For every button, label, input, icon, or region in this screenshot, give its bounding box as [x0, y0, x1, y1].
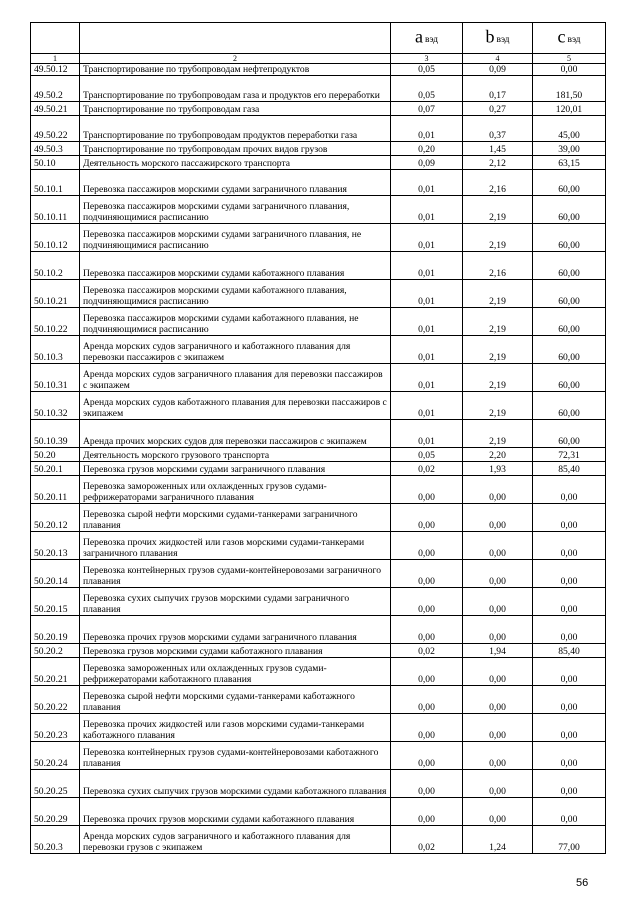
- row-value-a: 0,00: [391, 616, 463, 644]
- row-value-b: 2,19: [463, 224, 533, 252]
- row-code: 49.50.22: [31, 116, 80, 142]
- row-value-b: 0,00: [463, 686, 533, 714]
- row-code: 50.20.21: [31, 658, 80, 686]
- table-row: [31, 770, 606, 798]
- row-value-c: 60,00: [533, 252, 606, 280]
- row-description: Перевозка пассажиров морскими судами каботажного плавания, не подчиняющимися расписанию: [80, 308, 391, 336]
- row-code: 50.10.11: [31, 196, 80, 224]
- row-code: 50.10.31: [31, 364, 80, 392]
- row-value-a: 0,01: [391, 308, 463, 336]
- header-c-subscript: вэд: [567, 34, 581, 45]
- row-value-b: 2,16: [463, 252, 533, 280]
- row-value-c: 60,00: [533, 336, 606, 364]
- row-value-c: 0,00: [533, 532, 606, 560]
- row-code: 50.20.11: [31, 476, 80, 504]
- row-code: 50.20: [31, 448, 80, 462]
- row-value-b: 0,00: [463, 588, 533, 616]
- row-value-a: 0,00: [391, 742, 463, 770]
- column-number: 5: [533, 54, 606, 64]
- row-value-a: 0,09: [391, 156, 463, 170]
- row-code: 50.20.2: [31, 644, 80, 658]
- row-value-c: 0,00: [533, 798, 606, 826]
- row-value-b: 0,00: [463, 742, 533, 770]
- row-code: 50.10.39: [31, 420, 80, 448]
- row-code: 49.50.3: [31, 142, 80, 156]
- column-number: 1: [31, 54, 80, 64]
- row-description: Перевозка пассажиров морскими судами заграничного плавания, подчиняющимися расписанию: [80, 196, 391, 224]
- row-description: Перевозка замороженных или охлажденных грузов судами-рефрижераторами заграничного плавания: [80, 476, 391, 504]
- row-value-b: 0,00: [463, 798, 533, 826]
- row-value-b: 2,19: [463, 280, 533, 308]
- row-value-c: 60,00: [533, 308, 606, 336]
- row-value-b: 0,00: [463, 658, 533, 686]
- row-value-b: 1,93: [463, 462, 533, 476]
- row-value-c: 0,00: [533, 658, 606, 686]
- column-number: 3: [391, 54, 463, 64]
- row-description: Транспортирование по трубопроводам нефтепродуктов: [80, 64, 391, 76]
- header-a-subscript: вэд: [425, 34, 438, 45]
- table-row: [31, 742, 606, 770]
- row-value-a: 0,01: [391, 280, 463, 308]
- row-value-a: 0,01: [391, 392, 463, 420]
- row-value-b: 2,16: [463, 170, 533, 196]
- table-row: [31, 448, 606, 462]
- row-value-c: 0,00: [533, 686, 606, 714]
- row-value-c: 0,00: [533, 770, 606, 798]
- row-value-c: 0,00: [533, 714, 606, 742]
- row-description: Перевозка контейнерных грузов судами-контейнеровозами каботажного плавания: [80, 742, 391, 770]
- row-value-c: 0,00: [533, 616, 606, 644]
- row-value-b: 0,00: [463, 616, 533, 644]
- row-value-c: 0,00: [533, 588, 606, 616]
- table-row: [31, 532, 606, 560]
- row-code: 50.10: [31, 156, 80, 170]
- row-value-b: 2,19: [463, 420, 533, 448]
- column-number-row: [31, 54, 606, 64]
- header-b-subscript: вэд: [496, 34, 510, 45]
- row-value-a: 0,01: [391, 420, 463, 448]
- table-row: [31, 504, 606, 532]
- row-value-a: 0,01: [391, 116, 463, 142]
- row-description: Перевозка грузов морскими судами заграничного плавания: [80, 462, 391, 476]
- coefficients-table: [30, 22, 606, 854]
- row-description: Перевозка пассажиров морскими судами заграничного плавания, не подчиняющимися расписанию: [80, 224, 391, 252]
- row-value-a: 0,01: [391, 224, 463, 252]
- row-value-a: 0,01: [391, 364, 463, 392]
- row-value-a: 0,01: [391, 170, 463, 196]
- row-description: Деятельность морского пассажирского транспорта: [80, 156, 391, 170]
- row-description: Перевозка сырой нефти морскими судами-танкерами заграничного плавания: [80, 504, 391, 532]
- row-code: 49.50.12: [31, 64, 80, 76]
- table-row: [31, 102, 606, 116]
- header-a-symbol: a: [415, 25, 424, 46]
- row-value-c: 63,15: [533, 156, 606, 170]
- header-cell-description: [80, 23, 391, 54]
- row-value-b: 0,00: [463, 504, 533, 532]
- row-value-b: 2,19: [463, 196, 533, 224]
- row-description: Аренда морских судов заграничного и каботажного плавания для перевозки грузов с экипажем: [80, 826, 391, 854]
- row-description: Транспортирование по трубопроводам газа: [80, 102, 391, 116]
- column-number: 2: [80, 54, 391, 64]
- table-row: [31, 826, 606, 854]
- row-value-b: 2,19: [463, 364, 533, 392]
- row-value-a: 0,05: [391, 64, 463, 76]
- row-code: 49.50.21: [31, 102, 80, 116]
- row-value-c: 181,50: [533, 76, 606, 102]
- row-value-b: 0,00: [463, 560, 533, 588]
- row-description: Перевозка контейнерных грузов судами-контейнеровозами заграничного плавания: [80, 560, 391, 588]
- row-value-b: 0,17: [463, 76, 533, 102]
- table-row: [31, 644, 606, 658]
- row-description: Перевозка пассажиров морскими судами заграничного плавания: [80, 170, 391, 196]
- header-cell-c: [533, 23, 606, 54]
- row-description: Перевозка сухих сыпучих грузов морскими судами каботажного плавания: [80, 770, 391, 798]
- row-value-b: 2,19: [463, 308, 533, 336]
- table-row: [31, 280, 606, 308]
- table-row: [31, 116, 606, 142]
- row-value-c: 60,00: [533, 170, 606, 196]
- header-c-symbol: c: [557, 25, 566, 46]
- table-row: [31, 476, 606, 504]
- row-value-b: 2,19: [463, 336, 533, 364]
- table-row: [31, 142, 606, 156]
- row-code: 50.20.1: [31, 462, 80, 476]
- row-value-a: 0,00: [391, 504, 463, 532]
- row-value-c: 60,00: [533, 196, 606, 224]
- row-value-a: 0,00: [391, 798, 463, 826]
- row-value-c: 0,00: [533, 64, 606, 76]
- row-code: 50.20.29: [31, 798, 80, 826]
- row-code: 50.20.23: [31, 714, 80, 742]
- table-row: [31, 196, 606, 224]
- table-row: [31, 336, 606, 364]
- row-value-b: 0,37: [463, 116, 533, 142]
- header-cell-a: [391, 23, 463, 54]
- row-value-b: 0,00: [463, 770, 533, 798]
- row-value-b: 0,09: [463, 64, 533, 76]
- row-value-a: 0,01: [391, 252, 463, 280]
- table-row: [31, 616, 606, 644]
- row-value-c: 85,40: [533, 644, 606, 658]
- row-description: Аренда морских судов каботажного плавания для перевозки пассажиров с экипажем: [80, 392, 391, 420]
- row-value-a: 0,00: [391, 532, 463, 560]
- row-value-a: 0,02: [391, 826, 463, 854]
- table-row: [31, 462, 606, 476]
- header-b-symbol: b: [485, 25, 495, 46]
- row-value-b: 0,00: [463, 714, 533, 742]
- row-value-c: 60,00: [533, 224, 606, 252]
- table-row: [31, 560, 606, 588]
- header-row: [31, 23, 606, 54]
- row-value-b: 1,94: [463, 644, 533, 658]
- row-value-c: 85,40: [533, 462, 606, 476]
- row-value-c: 120,01: [533, 102, 606, 116]
- row-code: 50.10.21: [31, 280, 80, 308]
- row-description: Перевозка замороженных или охлажденных грузов судами-рефрижераторами каботажного плавания: [80, 658, 391, 686]
- row-value-c: 60,00: [533, 392, 606, 420]
- table-row: [31, 420, 606, 448]
- row-value-c: 0,00: [533, 476, 606, 504]
- row-value-c: 45,00: [533, 116, 606, 142]
- row-value-a: 0,05: [391, 448, 463, 462]
- row-description: Перевозка прочих жидкостей или газов морскими судами-танкерами заграничного плавания: [80, 532, 391, 560]
- table-row: [31, 686, 606, 714]
- row-value-a: 0,01: [391, 196, 463, 224]
- row-code: 50.10.12: [31, 224, 80, 252]
- row-description: Транспортирование по трубопроводам газа и продуктов его переработки: [80, 76, 391, 102]
- header-cell-b: [463, 23, 533, 54]
- table-row: [31, 224, 606, 252]
- table-row: [31, 156, 606, 170]
- row-code: 50.20.25: [31, 770, 80, 798]
- page-number: 56: [576, 877, 589, 889]
- row-value-c: 60,00: [533, 420, 606, 448]
- table-row: [31, 798, 606, 826]
- table-row: [31, 588, 606, 616]
- row-value-b: 0,27: [463, 102, 533, 116]
- row-description: Аренда морских судов заграничного плавания для перевозки пассажиров с экипажем: [80, 364, 391, 392]
- table-row: [31, 252, 606, 280]
- row-description: Перевозка сырой нефти морскими судами-танкерами каботажного плавания: [80, 686, 391, 714]
- column-number: 4: [463, 54, 533, 64]
- row-code: 49.50.2: [31, 76, 80, 102]
- row-value-c: 60,00: [533, 364, 606, 392]
- row-value-b: 2,20: [463, 448, 533, 462]
- row-value-b: 2,12: [463, 156, 533, 170]
- row-value-b: 1,24: [463, 826, 533, 854]
- row-value-b: 1,45: [463, 142, 533, 156]
- row-value-c: 0,00: [533, 560, 606, 588]
- table-row: [31, 658, 606, 686]
- row-value-a: 0,05: [391, 76, 463, 102]
- table-row: [31, 364, 606, 392]
- row-code: 50.20.15: [31, 588, 80, 616]
- row-value-a: 0,00: [391, 686, 463, 714]
- row-value-c: 0,00: [533, 742, 606, 770]
- row-code: 50.10.2: [31, 252, 80, 280]
- table-row: [31, 64, 606, 76]
- row-description: Перевозка пассажиров морскими судами каботажного плавания: [80, 252, 391, 280]
- row-description: Деятельность морского грузового транспорта: [80, 448, 391, 462]
- row-value-a: 0,02: [391, 462, 463, 476]
- table-row: [31, 714, 606, 742]
- row-value-a: 0,07: [391, 102, 463, 116]
- row-value-b: 2,19: [463, 392, 533, 420]
- row-code: 50.20.3: [31, 826, 80, 854]
- row-value-b: 0,00: [463, 476, 533, 504]
- row-value-a: 0,20: [391, 142, 463, 156]
- row-description: Перевозка грузов морскими судами каботажного плавания: [80, 644, 391, 658]
- row-value-a: 0,00: [391, 560, 463, 588]
- row-code: 50.20.13: [31, 532, 80, 560]
- row-description: Перевозка прочих жидкостей или газов морскими судами-танкерами каботажного плавания: [80, 714, 391, 742]
- row-code: 50.10.32: [31, 392, 80, 420]
- row-description: Аренда прочих морских судов для перевозки пассажиров с экипажем: [80, 420, 391, 448]
- table-row: [31, 76, 606, 102]
- row-code: 50.10.3: [31, 336, 80, 364]
- row-value-c: 0,00: [533, 504, 606, 532]
- row-value-a: 0,00: [391, 658, 463, 686]
- row-code: 50.20.19: [31, 616, 80, 644]
- row-value-a: 0,00: [391, 588, 463, 616]
- row-description: Транспортирование по трубопроводам прочих видов грузов: [80, 142, 391, 156]
- row-description: Транспортирование по трубопроводам продуктов переработки газа: [80, 116, 391, 142]
- row-code: 50.20.22: [31, 686, 80, 714]
- row-description: Перевозка прочих грузов морскими судами каботажного плавания: [80, 798, 391, 826]
- row-value-a: 0,00: [391, 714, 463, 742]
- row-description: Перевозка сухих сыпучих грузов морскими судами заграничного плавания: [80, 588, 391, 616]
- row-description: Аренда морских судов заграничного и каботажного плавания для перевозки пассажиров с экипажем: [80, 336, 391, 364]
- row-value-a: 0,01: [391, 336, 463, 364]
- row-value-a: 0,00: [391, 770, 463, 798]
- row-code: 50.10.22: [31, 308, 80, 336]
- row-value-c: 72,31: [533, 448, 606, 462]
- row-value-c: 60,00: [533, 280, 606, 308]
- row-code: 50.20.14: [31, 560, 80, 588]
- row-value-c: 39,00: [533, 142, 606, 156]
- row-value-a: 0,02: [391, 644, 463, 658]
- row-code: 50.20.24: [31, 742, 80, 770]
- row-value-c: 77,00: [533, 826, 606, 854]
- table-row: [31, 308, 606, 336]
- table-row: [31, 392, 606, 420]
- row-value-b: 0,00: [463, 532, 533, 560]
- row-description: Перевозка пассажиров морскими судами каботажного плавания, подчиняющимися расписанию: [80, 280, 391, 308]
- table-row: [31, 170, 606, 196]
- row-code: 50.20.12: [31, 504, 80, 532]
- header-cell-code: [31, 23, 80, 54]
- row-description: Перевозка прочих грузов морскими судами заграничного плавания: [80, 616, 391, 644]
- row-code: 50.10.1: [31, 170, 80, 196]
- row-value-a: 0,00: [391, 476, 463, 504]
